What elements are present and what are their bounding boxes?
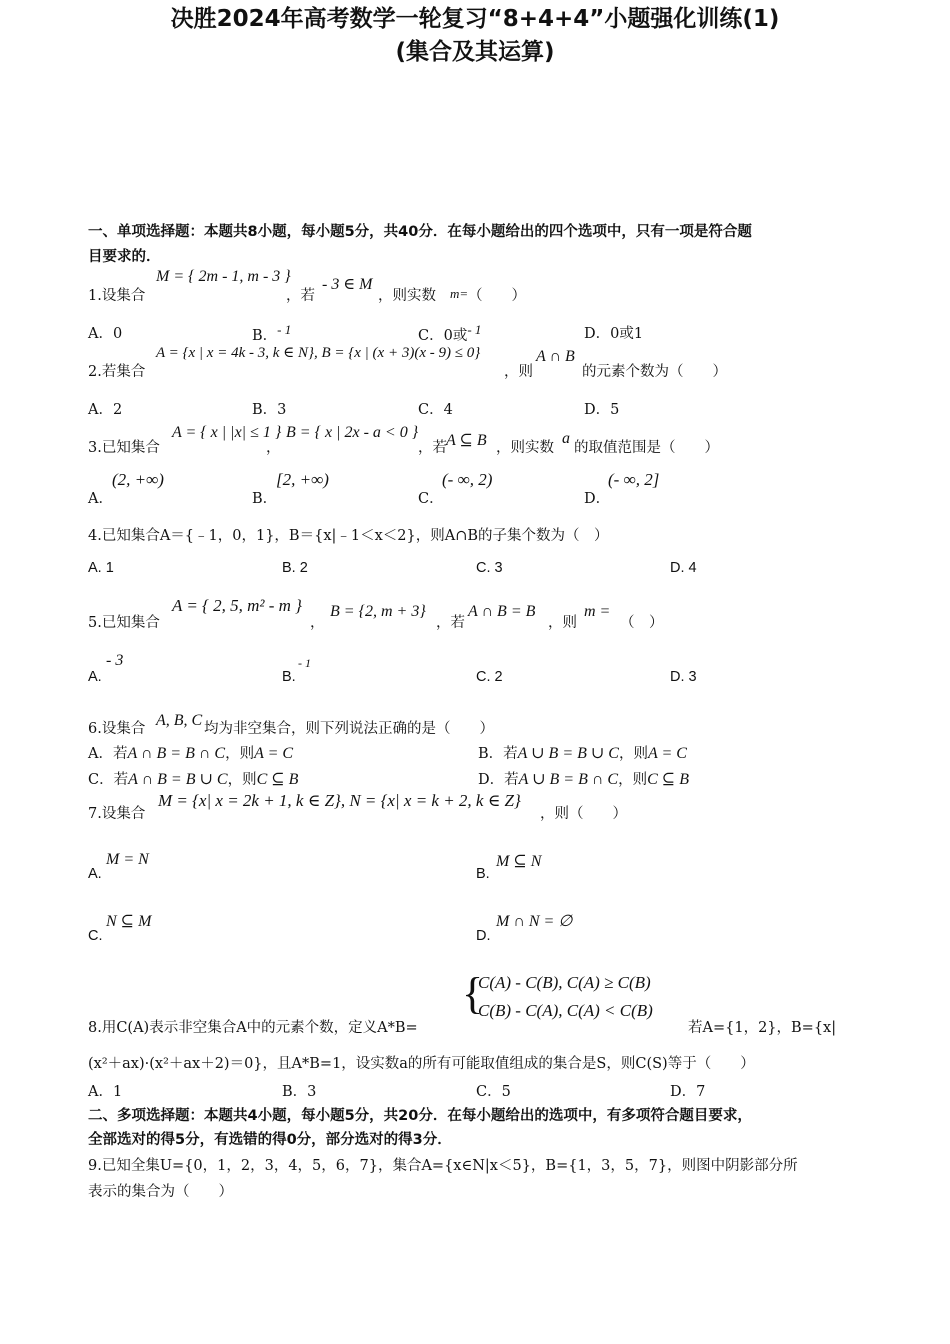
q5-mid2: ，则 [548,615,577,631]
q3-option-d: (- ∞, 2] [608,470,660,489]
q7-option-a: M = N [106,851,149,868]
q4-option-d: D. 4 [670,560,697,576]
q6-option-c: C．若A ∩ B = B ∪ C，则C ⊆ B [88,771,299,788]
q5-var: m = [584,603,611,620]
q5-option-b-label: B. [282,669,296,685]
page-subtitle: (集合及其运算) [395,39,555,65]
q3-set-b: B = { x | 2x - a < 0 } [286,424,419,441]
section2-heading: 二、多项选择题：本题共4小题，每小题5分，共20分．在每小题给出的选项中，有多项符合题目要求， [88,1108,752,1124]
q3-option-b-label: B． [252,491,278,507]
q5-option-a: - 3 [106,652,124,669]
q6-suffix: 均为非空集合，则下列说法正确的是（ ） [204,721,494,737]
q3-cond: A ⊆ B [446,432,487,449]
q2-option-c: C．4 [418,402,453,418]
q1-option-a: A．0 [88,326,123,342]
q7-option-d-label: D. [476,928,491,944]
q2-inter: A ∩ B [536,348,575,365]
q3-option-a: (2, +∞) [112,470,164,489]
q8-brace: { [462,969,484,1018]
q5-prefix: 5.已知集合 [88,615,160,631]
q7-option-c: N ⊆ M [106,913,152,930]
section1-heading-cont: 目要求的． [88,249,161,265]
q4-text: 4.已知集合A＝{﹣1，0，1}，B＝{x|﹣1＜x＜2}，则A∩B的子集个数为（ ） [88,528,609,544]
q2-option-b: B．3 [252,402,287,418]
q3-option-c-label: C． [418,491,444,507]
q4-option-a: A. 1 [88,560,114,576]
q5-option-d: D. 3 [670,669,697,685]
q5-option-b: - 1 [298,656,311,670]
q8-case2: C(B) - C(A), C(A) < C(B) [478,1001,653,1020]
q5-option-a-label: A. [88,669,102,685]
q4-option-c: C. 3 [476,560,503,576]
q5-set-a: A = { 2, 5, m² - m } [172,596,302,615]
q3-suffix: 的取值范围是（ ） [574,440,719,456]
q6-sets: A, B, C [156,712,203,729]
q6-option-a: A．若A ∩ B = B ∩ C，则A = C [88,745,294,762]
q3-option-b: [2, +∞) [276,470,329,489]
q8-case1: C(A) - C(B), C(A) ≥ C(B) [478,973,651,992]
q7-prefix: 7.设集合 [88,806,146,822]
q3-var: a [562,430,570,447]
section1-heading: 一、单项选择题：本题共8小题，每小题5分，共40分．在每小题给出的四个选项中，只有一项是符合题 [88,224,752,240]
q9-line1: 9.已知全集U={0，1，2，3，4，5，6，7}，集合A={x∈N|x＜5}，B={1，3，5，7}，则图中阴影部分所 [88,1158,798,1174]
q2-option-a: A．2 [88,402,123,418]
q1-option-c: C．0或- 1 [418,322,482,344]
q3-option-c: (- ∞, 2) [442,470,493,489]
q8-option-c: C．5 [476,1084,511,1100]
q1-option-d: D．0或1 [584,326,644,342]
q2-mid: ，则 [504,364,533,380]
q1-var: m= [450,286,469,301]
q3-comma: ， [266,440,281,456]
q8-option-b: B．3 [282,1084,317,1100]
q8-option-a: A．1 [88,1084,123,1100]
q3-prefix: 3.已知集合 [88,440,160,456]
q1-option-b: B．- 1 [252,322,292,344]
q3-option-d-label: D． [584,491,611,507]
q1-mid: ，若 [286,288,315,304]
page-title: 决胜2024年高考数学一轮复习“8+4+4”小题强化训练(1) [170,6,780,32]
q5-option-c: C. 2 [476,669,503,685]
q6-option-b: B．若A ∪ B = B ∪ C，则A = C [478,745,687,762]
q2-prefix: 2.若集合 [88,364,146,380]
q6-option-d: D．若A ∪ B = B ∩ C，则C ⊆ B [478,771,689,788]
q9-line2: 表示的集合为（ ） [88,1184,233,1200]
q7-set: M = {x| x = 2k + 1, k ∈ Z}, N = {x| x = k + 2, k ∈ Z} [158,791,521,810]
q3-set-a: A = { x | |x| ≤ 1 } [172,424,282,441]
q1-blank: （ ） [468,288,526,304]
q7-option-b-label: B. [476,866,490,882]
q2-option-d: D．5 [584,402,620,418]
q3-option-a-label: A． [88,491,113,507]
q7-option-d: M ∩ N = ∅ [496,913,573,930]
q8-option-d: D．7 [670,1084,706,1100]
q5-cond: A ∩ B = B [468,603,536,620]
q5-set-b: B = {2, m + 3} [330,603,426,620]
q2-set: A = {x | x = 4k - 3, k ∈ N}, B = {x | (x + 3)(x - 9) ≤ 0} [156,345,481,361]
q5-blank: （ ） [620,615,664,631]
q2-suffix: 的元素个数为（ ） [582,364,727,380]
q8-line1: 8.用C(A)表示非空集合A中的元素个数，定义A*B= [88,1020,418,1036]
q3-mid2: ，则实数 [496,440,554,456]
section2-heading-cont: 全部选对的得5分，有选错的得0分，部分选对的得3分． [88,1132,452,1148]
q8-line2: (x²＋ax)·(x²＋ax＋2)＝0}，且A*B=1，设实数a的所有可能取值组成的集合是S，则C(S)等于（ ） [88,1056,755,1072]
q4-option-b: B. 2 [282,560,308,576]
q7-option-b: M ⊆ N [496,853,542,870]
q7-option-a-label: A. [88,866,102,882]
q3-mid: ，若 [418,440,447,456]
q6-prefix: 6.设集合 [88,721,146,737]
q7-suffix: ，则（ ） [540,806,627,822]
q7-option-c-label: C. [88,928,103,944]
q1-prefix: 1.设集合 [88,288,146,304]
q8-line1-tail: 若A={1，2}，B={x| [688,1020,837,1036]
q5-mid: ，若 [436,615,465,631]
q1-set: M = { 2m - 1, m - 3 } [156,268,291,285]
q5-comma: ， [310,615,325,631]
q1-suffix: ，则实数 [378,288,436,304]
q1-cond: - 3 ∈ M [322,276,373,293]
